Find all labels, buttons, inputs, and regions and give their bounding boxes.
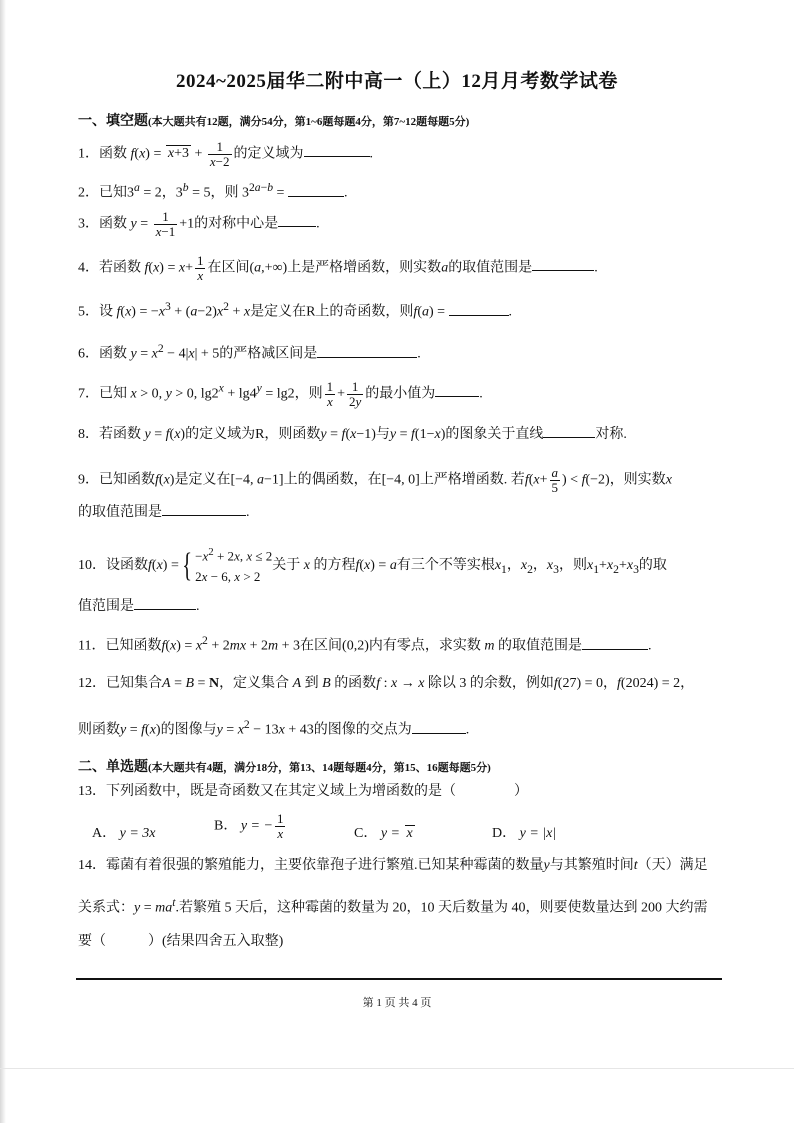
question-text: 是定义在R上的奇函数，则: [250, 304, 414, 320]
question-text: 值范围是: [78, 599, 134, 614]
question-text: 对称.: [595, 427, 627, 442]
question-text: 已知3: [99, 185, 134, 201]
question-text: .若繁殖 5 天后，这种霉菌的数量为 20，10 天后数量为 40，则要使数量达到 200 大约需: [175, 900, 708, 916]
question-text: 函数: [99, 146, 127, 162]
question-text: 内有零点，求实数: [368, 638, 481, 654]
answer-blank[interactable]: [162, 503, 246, 516]
question-14-line-2: 关系式：$y = ma^t$.若繁殖 5 天后，这种霉菌的数量为 20，10 天后数量为 40，则要使数量达到 200 大约需: [78, 896, 708, 916]
question-text: 则函数: [78, 722, 120, 738]
question-text: 的图像与: [160, 722, 217, 738]
answer-blank[interactable]: [134, 597, 196, 610]
question-text: 有三个不等实根: [396, 558, 495, 574]
question-text: 的函数: [334, 676, 377, 691]
question-9: 9．已知函数f(x)是定义在[−4, a−1]上的偶函数，在[−4, 0]上严格增函数. 若f(x+ $\frac{a}{5}$ ) < f(−2)，则实数x: [78, 465, 672, 495]
punct: .: [417, 346, 421, 362]
question-text: 的严格减区间是: [219, 346, 318, 362]
option-expr: y = |x|: [519, 826, 557, 841]
question-text: 函数: [99, 216, 127, 232]
question-number: 5．: [78, 304, 99, 320]
piecewise-cases: $-x^2 + 2x$, x ≤ 2 2x − 6, x > 2: [195, 546, 273, 585]
option-label: B．: [214, 818, 238, 834]
question-3: 3．函数 y = $\frac{1}{x-1}$ +1的对称中心是 .: [78, 209, 320, 239]
question-text: 的取值范围是: [78, 505, 162, 520]
question-number: 4．: [78, 260, 99, 276]
question-text: 的取值范围是: [498, 638, 582, 654]
question-text: 除以 3 的余数，例如: [427, 676, 554, 691]
question-text: 的最小值为: [365, 386, 436, 402]
punct: .: [479, 386, 483, 402]
option-label: C．: [354, 826, 378, 841]
option-c[interactable]: C． y = x: [354, 826, 413, 841]
question-text: 与其繁殖时间: [549, 858, 634, 873]
option-b[interactable]: B． y = − $\frac{1}{x}$: [214, 811, 284, 841]
question-text: 已知集合: [106, 676, 162, 691]
question-text: 关系式：: [78, 900, 134, 916]
punct: .: [648, 638, 652, 654]
answer-blank[interactable]: [435, 384, 479, 397]
question-text: ）: [514, 784, 528, 799]
question-text: 已知: [99, 386, 127, 402]
question-text: 在区间: [207, 260, 250, 276]
question-number: 7．: [78, 386, 99, 402]
page-title: 2024~2025届华二附中高一（上）12月月考数学试卷: [176, 71, 618, 92]
question-text: 霉菌有着很强的繁殖能力，主要依靠孢子进行繁殖.已知某种霉菌的数量: [106, 858, 544, 873]
punct: .: [465, 722, 470, 738]
question-text: 设函数: [106, 558, 148, 574]
question-text: ，则: [294, 386, 323, 402]
question-text: 的取: [638, 558, 667, 574]
page-bottom-edge: [0, 1068, 794, 1069]
section-label: 一、填空题: [78, 114, 148, 129]
question-2: 2．已知$3^a = 2$，$3^b = 5$，则 $3^{2a-b}$ = .: [78, 181, 348, 201]
question-text: 的图象关于直线: [445, 427, 544, 442]
punct: .: [594, 260, 598, 276]
question-text: 的定义域为: [233, 146, 304, 162]
question-text: 函数: [99, 346, 127, 362]
question-number: 2．: [78, 185, 99, 201]
punct: .: [196, 599, 200, 614]
question-4: 4．若函数 f(x) = x+ $\frac{1}{x}$ 在区间(a,+∞)上是严格增函数，则实数a的取值范围是 .: [78, 253, 598, 283]
section-note: (本大题共有4题，满分18分，第13、14题每题4分，第15、16题每题5分): [148, 762, 491, 774]
question-11: 11．已知函数$f(x) = x^2 + 2mx + 2m + 3$在区间(0,2)内有零点，求实数 m 的取值范围是 .: [78, 634, 652, 654]
question-text: 设: [99, 304, 113, 320]
scan-edge-shadow: [0, 0, 6, 1123]
question-text: 的定义域为R，则函数: [185, 427, 321, 442]
question-text: 若函数: [99, 427, 141, 442]
punct: .: [246, 505, 250, 520]
punct: .: [508, 304, 513, 320]
footer-divider: [76, 978, 722, 980]
question-number: 3．: [78, 216, 99, 232]
question-10-line-2: [78, 597, 200, 616]
question-1: 1．函数 f(x) = x+3 + $\frac{1}{x-2}$ 的定义域为 .: [78, 139, 373, 169]
question-text: ，定义集合: [219, 676, 290, 691]
answer-blank[interactable]: [288, 184, 344, 197]
question-text: 在区间: [300, 638, 343, 654]
question-text: 已知函数: [105, 638, 162, 654]
question-number: 14．: [78, 858, 106, 873]
question-text: 已知函数: [99, 472, 155, 488]
question-text: 要（: [78, 934, 106, 949]
question-7: 7．已知 x > 0, y > 0, $\lg 2^x + \lg 4^y = \lg 2$，则 $\frac{1}{x}$ + $\frac{1}{2y}$ 的最小值为 .: [78, 379, 483, 409]
option-label: A．: [92, 826, 117, 841]
question-number: 6．: [78, 346, 99, 362]
option-expr: y = 3x: [119, 826, 156, 841]
question-number: 13．: [78, 784, 106, 799]
question-number: 10．: [78, 558, 106, 574]
section-label: 二、单选题: [78, 760, 148, 775]
question-text: （天）满足: [637, 858, 708, 873]
question-number: 11．: [78, 638, 106, 654]
answer-blank[interactable]: [532, 258, 594, 271]
question-8: 8．若函数 y = f(x)的定义域为R，则函数y = f(x−1)与y = f(1−x)的图象关于直线 对称.: [78, 427, 627, 442]
answer-blank[interactable]: [317, 345, 417, 358]
option-d[interactable]: [492, 822, 556, 842]
question-14-line-3: [78, 934, 283, 951]
question-text: 关于: [272, 558, 301, 574]
question-text: 是定义在: [174, 472, 231, 488]
question-6: 6．函数 $y = x^2 - 4|x| + 5$的严格减区间是 .: [78, 342, 421, 362]
question-text: 上是严格增函数，则实数: [287, 260, 442, 276]
question-14: 14．霉菌有着很强的繁殖能力，主要依靠孢子进行繁殖.已知某种霉菌的数量y与其繁殖时间t（天）满足: [78, 858, 708, 873]
question-text: 到: [304, 676, 319, 691]
question-text: 若函数: [99, 260, 141, 276]
question-text: 的取值范围是: [448, 260, 533, 276]
section-fill-in-header: [78, 110, 469, 130]
section-single-choice-header: [78, 756, 491, 776]
brace-symbol: {: [182, 546, 192, 584]
question-text: ）(结果四舍五入取整): [148, 934, 284, 949]
question-text: 的对称中心是: [194, 216, 279, 232]
question-number: 8．: [78, 427, 99, 442]
question-13: [78, 784, 528, 801]
answer-blank[interactable]: [304, 144, 370, 157]
question-text: 上严格增函数. 若: [419, 472, 525, 488]
question-9-line-2: [78, 503, 250, 522]
option-a[interactable]: [92, 822, 156, 842]
question-text: 下列函数中，既是奇函数又在其定义域上为增函数的是（: [106, 784, 456, 799]
question-number: 9．: [78, 472, 99, 488]
punct: .: [369, 146, 373, 162]
question-12: 12．已知集合A = B = N，定义集合 A 到 B 的函数f : x → x 除以 3 的余数，例如f(27) = 0，f(2024) = 2，: [78, 676, 695, 691]
question-text: 的方程: [313, 558, 356, 574]
question-10: 10．设函数f(x) ={ $-x^2 + 2x$, x ≤ 2 2x − 6, x > 2关于 x 的方程f(x) = a有三个不等实根$x_1$，$x_2$，$x_3$，则$x_1+x_2+x_3$的取: [78, 544, 667, 588]
answer-blank[interactable]: [412, 721, 466, 734]
question-number: 1．: [78, 146, 99, 162]
question-text: 的图像的交点为: [313, 722, 412, 738]
answer-blank[interactable]: [278, 214, 316, 227]
option-label: D．: [492, 826, 517, 841]
option-expr: y =: [380, 826, 404, 841]
answer-blank[interactable]: [543, 425, 595, 438]
page-footer: 第 1 页 共 4 页: [362, 997, 432, 1009]
question-text: 上的偶函数，在: [283, 472, 382, 488]
question-12-line-2: 则函数y = f(x)的图像与$y = x^2 - 13x + 43$的图像的交点为 .: [78, 718, 470, 738]
punct: .: [316, 216, 320, 232]
question-5: 5．设 $f(x) = -x^3 + (a-2)x^2 + x$是定义在R上的奇函数，则f(a) = .: [78, 300, 513, 320]
question-text: 与: [375, 427, 390, 442]
section-note: (本大题共有12题，满分54分，第1~6题每题4分，第7~12题每题5分): [148, 116, 470, 128]
question-text: ，则实数: [609, 472, 666, 488]
option-expr: y = −: [240, 818, 273, 834]
answer-blank[interactable]: [449, 303, 509, 316]
question-number: 12．: [78, 676, 106, 691]
question-text: ，则: [558, 558, 587, 574]
answer-blank[interactable]: [582, 637, 648, 650]
punct: .: [343, 185, 348, 201]
